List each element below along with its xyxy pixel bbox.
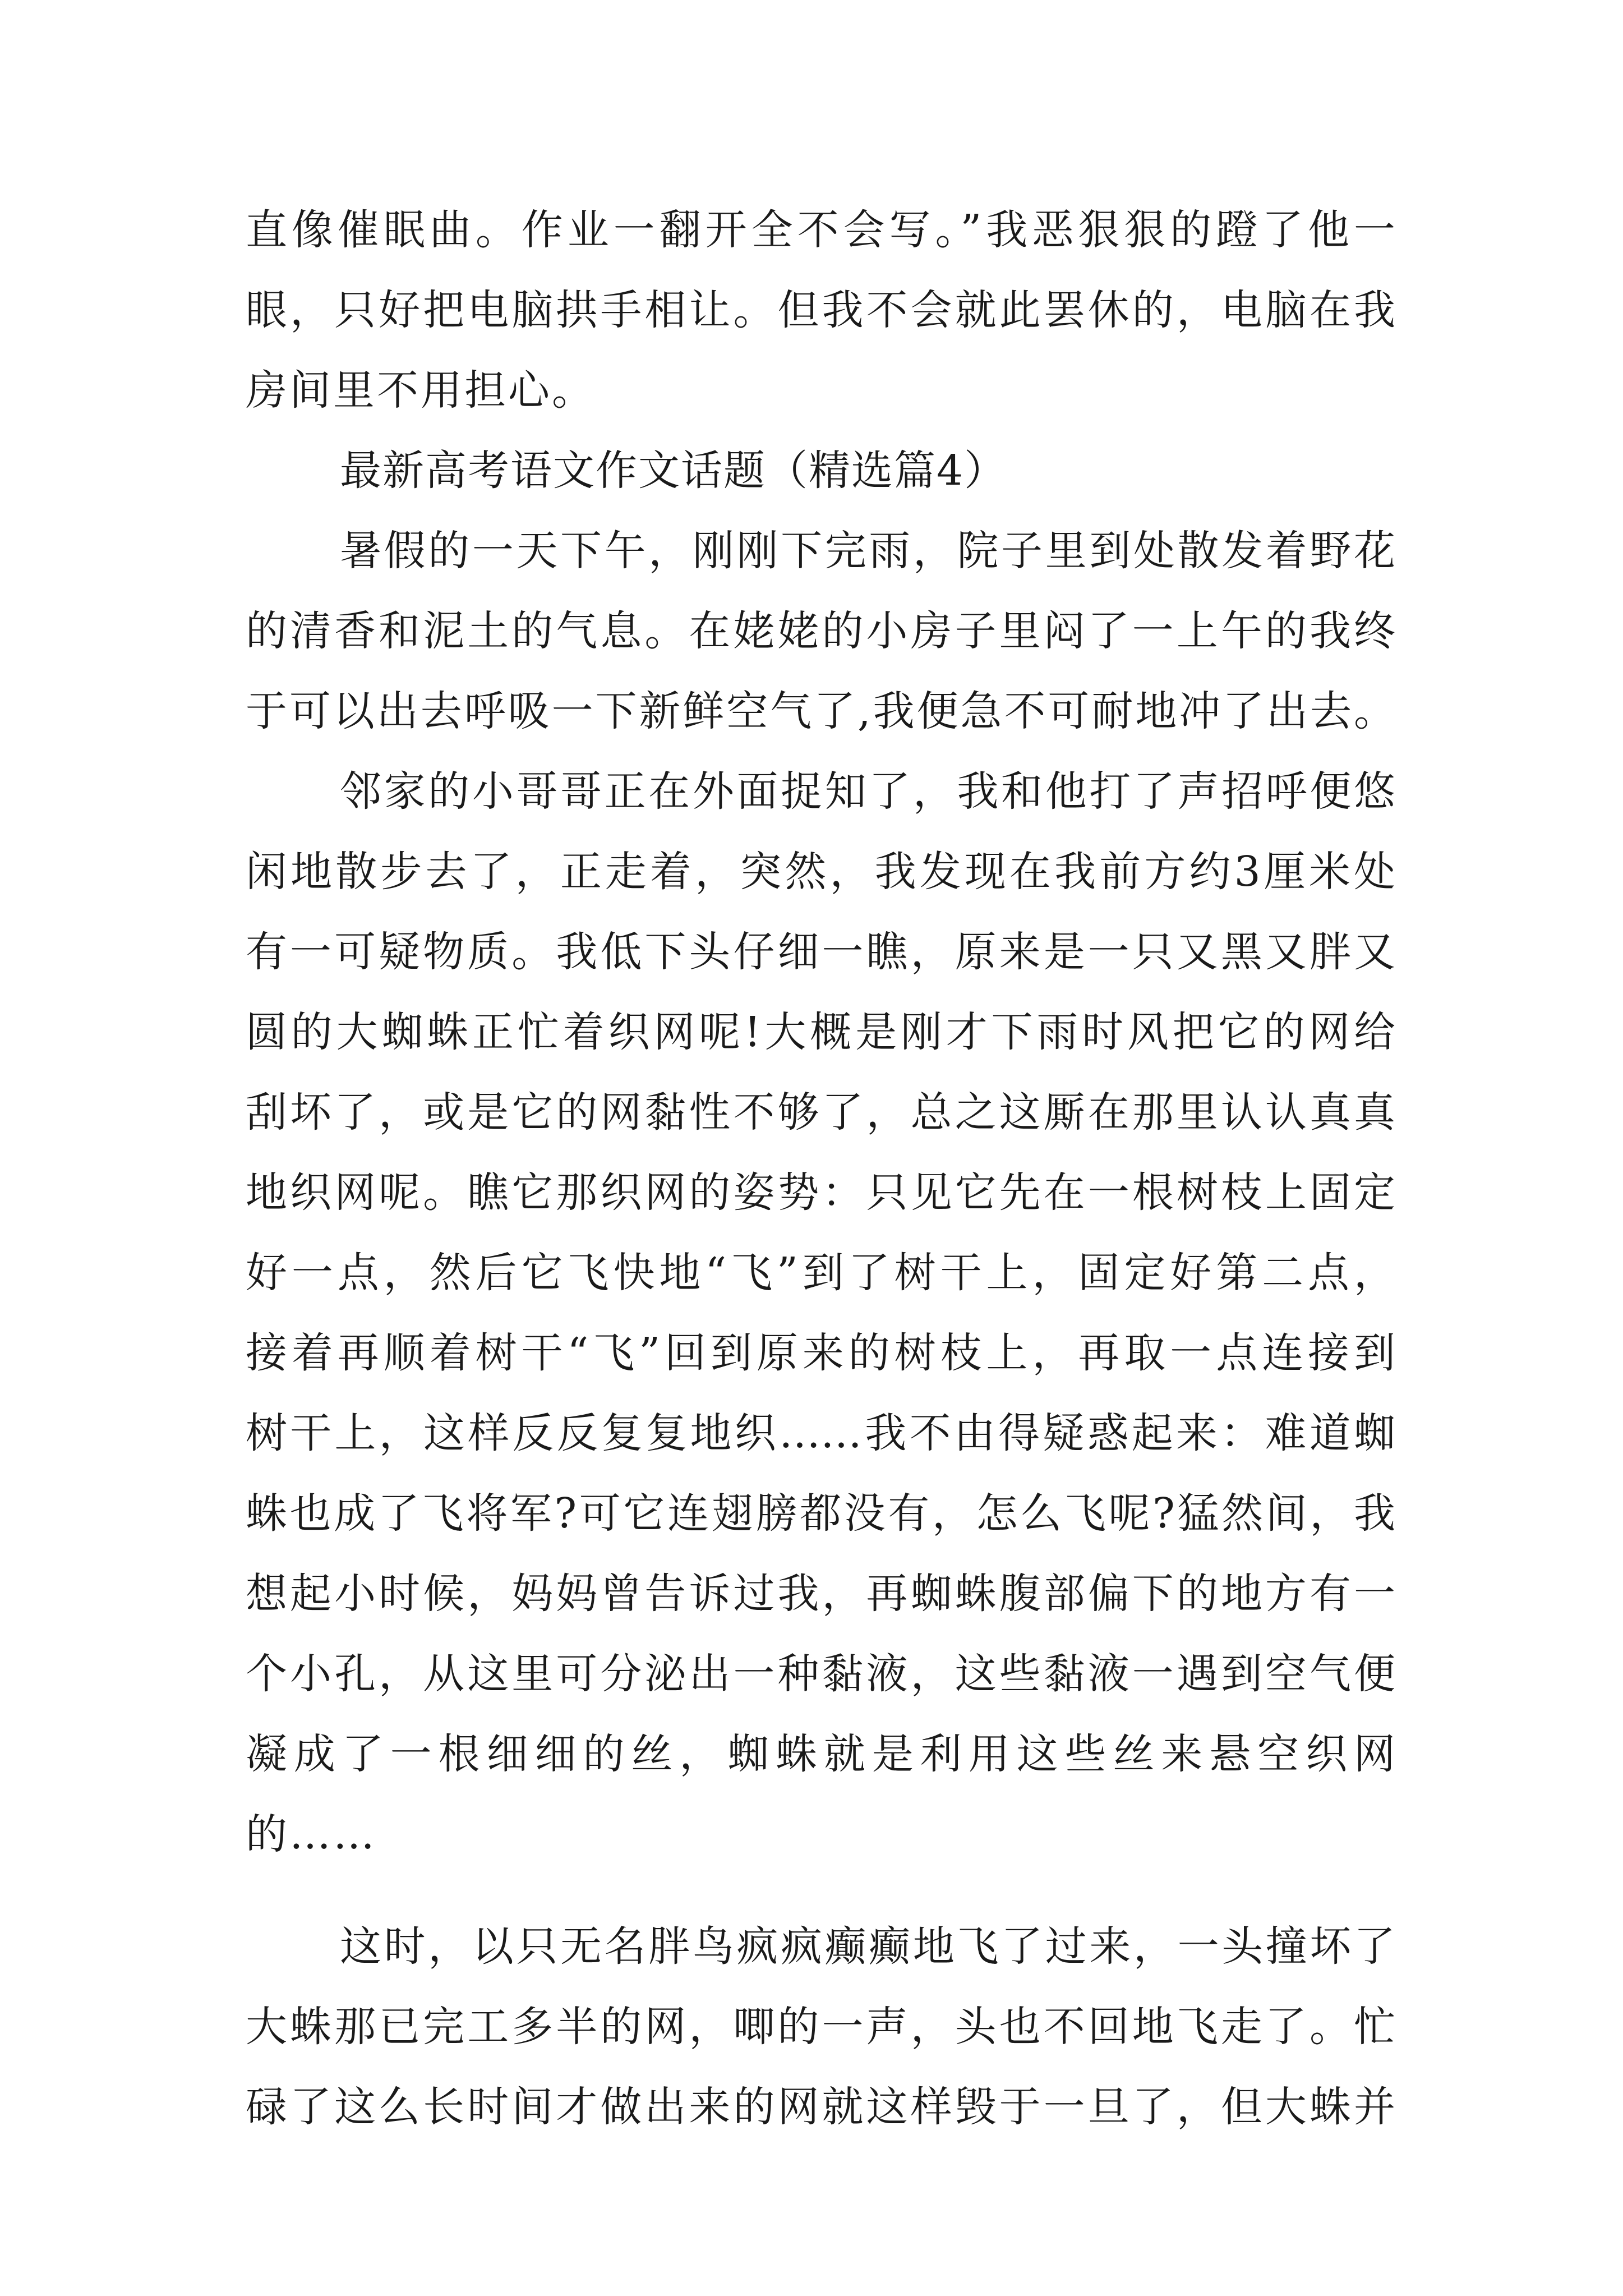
text-line: 圆的大蜘蛛正忙着织网呢!大概是刚才下雨时风把它的网给 [246, 1008, 1395, 1056]
text-line: 的…… [246, 1810, 377, 1858]
text-line: 的清香和泥土的气息。在姥姥的小房子里闷了一上午的我终 [246, 607, 1395, 655]
text-line: 个小孔，从这里可分泌出一种黏液，这些黏液一遇到空气便 [246, 1650, 1395, 1698]
text-line: 闲地散步去了，正走着，突然，我发现在我前方约3厘米处 [246, 848, 1395, 896]
text-line: 有一可疑物质。我低下头仔细一瞧，原来是一只又黑又胖又 [246, 928, 1395, 976]
text-line: 直像催眠曲。作业一翻开全不会写。”我恶狠狠的蹬了他一 [246, 206, 1395, 254]
text-line: 暑假的一天下午，刚刚下完雨，院子里到处散发着野花 [340, 527, 1395, 575]
text-line: 地织网呢。瞧它那织网的姿势：只见它先在一根树枝上固定 [246, 1168, 1395, 1217]
text-line: 碌了这么长时间才做出来的网就这样毁于一旦了，但大蛛并 [246, 2083, 1395, 2131]
text-line: 房间里不用担心。 [246, 366, 596, 415]
section-heading: 最新高考语文作文话题（精选篇4） [340, 447, 1007, 495]
text-line: 蛛也成了飞将军?可它连翅膀都没有，怎么飞呢?猛然间，我 [246, 1489, 1395, 1538]
text-line: 眼，只好把电脑拱手相让。但我不会就此罢休的，电脑在我 [246, 286, 1395, 334]
text-line: 大蛛那已完工多半的网，唧的一声，头也不回地飞走了。忙 [246, 2003, 1395, 2051]
text-line: 这时，以只无名胖鸟疯疯癫癫地飞了过来，一头撞坏了 [340, 1922, 1395, 1971]
text-line: 好一点，然后它飞快地“飞”到了树干上，固定好第二点， [246, 1249, 1395, 1297]
text-line: 邻家的小哥哥正在外面捉知了，我和他打了声招呼便悠 [340, 767, 1395, 816]
text-line: 想起小时候，妈妈曾告诉过我，再蜘蛛腹部偏下的地方有一 [246, 1570, 1395, 1618]
text-line: 接着再顺着树干“飞”回到原来的树枝上，再取一点连接到 [246, 1329, 1395, 1377]
text-line: 于可以出去呼吸一下新鲜空气了,我便急不可耐地冲了出去。 [246, 687, 1395, 735]
text-line: 凝成了一根细细的丝，蜘蛛就是利用这些丝来悬空织网 [246, 1730, 1395, 1778]
text-line: 刮坏了，或是它的网黏性不够了，总之这厮在那里认认真真 [246, 1088, 1395, 1137]
text-line: 树干上，这样反反复复地织……我不由得疑惑起来：难道蜘 [246, 1409, 1395, 1457]
